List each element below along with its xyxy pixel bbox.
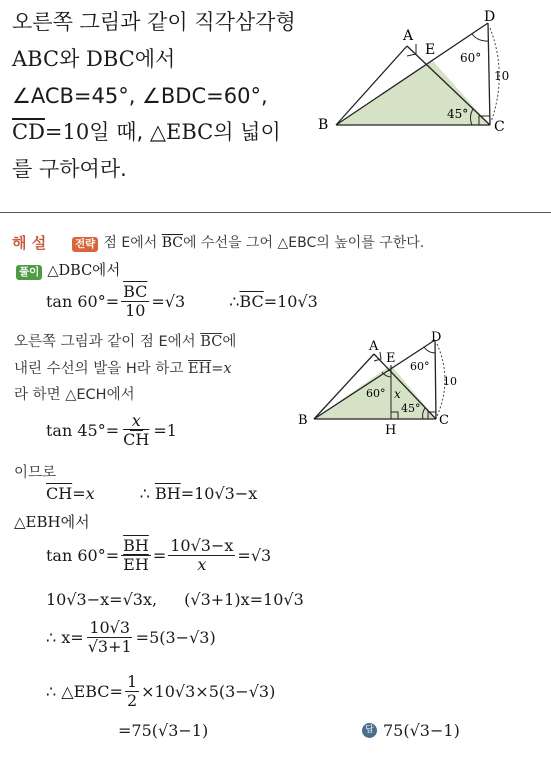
triangle-abc: ABC [12,47,60,71]
value: =10√3−x [180,484,258,503]
lhs: tan 60°= [46,292,120,311]
text-imeuro: 이므로 [14,465,57,481]
denominator: 10 [125,301,146,320]
angle-arc-d [424,347,435,353]
equation-tan60-bc [46,283,318,320]
text: 에서 [134,47,176,71]
rhs: =1 [153,421,177,440]
fraction [121,283,149,320]
angle-arc-d [472,34,488,41]
label-h: H [385,423,397,438]
strategy-text: 점 E에서 [103,235,162,251]
equation-ch-bh [46,484,257,503]
lhs: tan 45°= [46,421,120,440]
strategy-line [72,232,424,252]
equation-x [46,619,216,656]
solution-step-1 [16,259,120,280]
length-label-cd: 10 [494,69,510,83]
numerator: $\overline{BH}$ [123,536,149,555]
segment-cd: $\overline{CD}$ [12,120,45,144]
segment-bc: $\overline{BC}$ [200,334,223,350]
segment-bc: $\overline{BC}$ [161,235,183,251]
rhs: =5(3−√3) [135,628,216,647]
label-d: D [431,330,442,345]
segment-eh: $\overline{EH}$ [188,361,212,377]
value: =10√3 [263,292,318,311]
numerator: 10√3−x [170,536,234,555]
denominator: EH [123,555,149,574]
label-d: D [484,9,496,25]
length-label-x: x [394,387,401,401]
equation-tan45 [46,412,177,449]
question-line-4 [12,116,281,149]
angle-label-c: 45° [447,107,469,121]
rhs: ×10√3×5(3−√3) [141,682,276,701]
answer-badge: 답 [362,723,377,738]
fraction [86,619,134,656]
equals: = [152,546,167,565]
label-b: B [318,117,329,133]
triangle-dbc-text: △DBC에서 [47,263,121,279]
fraction [125,673,139,710]
question-line-3: ∠ACB=45°, ∠BDC=60°, [12,84,268,108]
angle-label-d: 60° [410,360,430,373]
therefore: ∴ [139,484,155,503]
lhs: ∴ △EBC= [46,682,123,701]
value: =x [211,361,232,377]
section-divider [0,212,551,213]
length-label-cd: 10 [443,375,457,388]
equation-tan60-bh [46,537,271,574]
numerator: $\overline{BC}$ [123,282,148,301]
fraction-2 [168,537,235,574]
segment-ch: $\overline{CH}$ [46,484,73,503]
strategy-badge: 전략 [72,237,98,252]
text: 오른쪽 그림과 같이 점 E에서 [14,334,201,350]
triangle-ebc: △EBC [149,120,214,144]
equation-solve [46,590,304,609]
question-line-5: 를 구하여라. [12,157,127,181]
rhs: =√3 [151,292,186,311]
therefore: ∴ [229,292,240,311]
text: 일 때, [89,120,150,144]
final-answer [362,721,460,740]
text: 에 [222,334,237,350]
denominator: 2 [126,691,138,710]
angle-label-e: 60° [366,387,386,400]
angle-label-d: 60° [460,51,482,65]
equation-area-result: =75(√3−1) [118,721,209,740]
solution-badge: 풀이 [16,265,42,280]
equation-area [46,673,275,710]
numerator: 10√3 [89,618,131,637]
angle-label-c: 45° [401,402,421,415]
paragraph-line-2 [14,357,232,378]
question-line-2 [12,43,175,76]
segment-dc [435,340,436,419]
label-a: A [369,339,379,354]
text: 내린 수선의 발을 H라 하고 [14,361,189,377]
paragraph-line-1 [14,330,236,351]
label-c: C [494,119,505,135]
label-e: E [386,351,396,366]
figure-triangle-2 [296,330,536,440]
solution-header: 해 설 [12,234,47,252]
denominator: CH [123,430,150,449]
triangle-dbc: DBC [86,47,135,71]
rhs: =√3 [237,546,272,565]
fraction-1 [121,537,151,574]
value: =10 [44,120,90,144]
value: =x [72,484,95,503]
label-e: E [425,42,436,58]
denominator: √3+1 [87,637,132,656]
label-c: C [439,413,449,428]
label-a: A [403,28,414,44]
lhs: tan 60°= [46,546,120,565]
equation-b: (√3+1)x=10√3 [184,590,304,609]
figure-triangle-1 [310,8,530,143]
equation-a: 10√3−x=√3x, [46,590,158,609]
strategy-text-2: 에 수선을 그어 △EBC의 높이를 구한다. [182,235,425,251]
answer-value: 75(√3−1) [383,721,460,740]
question-line-1: 오른쪽 그림과 같이 직각삼각형 [12,10,296,34]
text: 와 [59,47,87,71]
text: 의 넓이 [213,120,281,144]
segment-dc [488,23,490,125]
numerator: x [131,411,141,430]
denominator: x [197,555,207,574]
segment-bh: $\overline{BH}$ [155,484,181,503]
text-ebh: △EBH에서 [14,513,90,531]
segment-bc: $\overline{BC}$ [239,292,264,311]
fraction [121,412,151,449]
lhs: ∴ x= [46,628,84,647]
paragraph-line-3: 라 하면 △ECH에서 [14,387,135,403]
numerator: 1 [126,672,138,691]
label-b: B [298,413,308,428]
